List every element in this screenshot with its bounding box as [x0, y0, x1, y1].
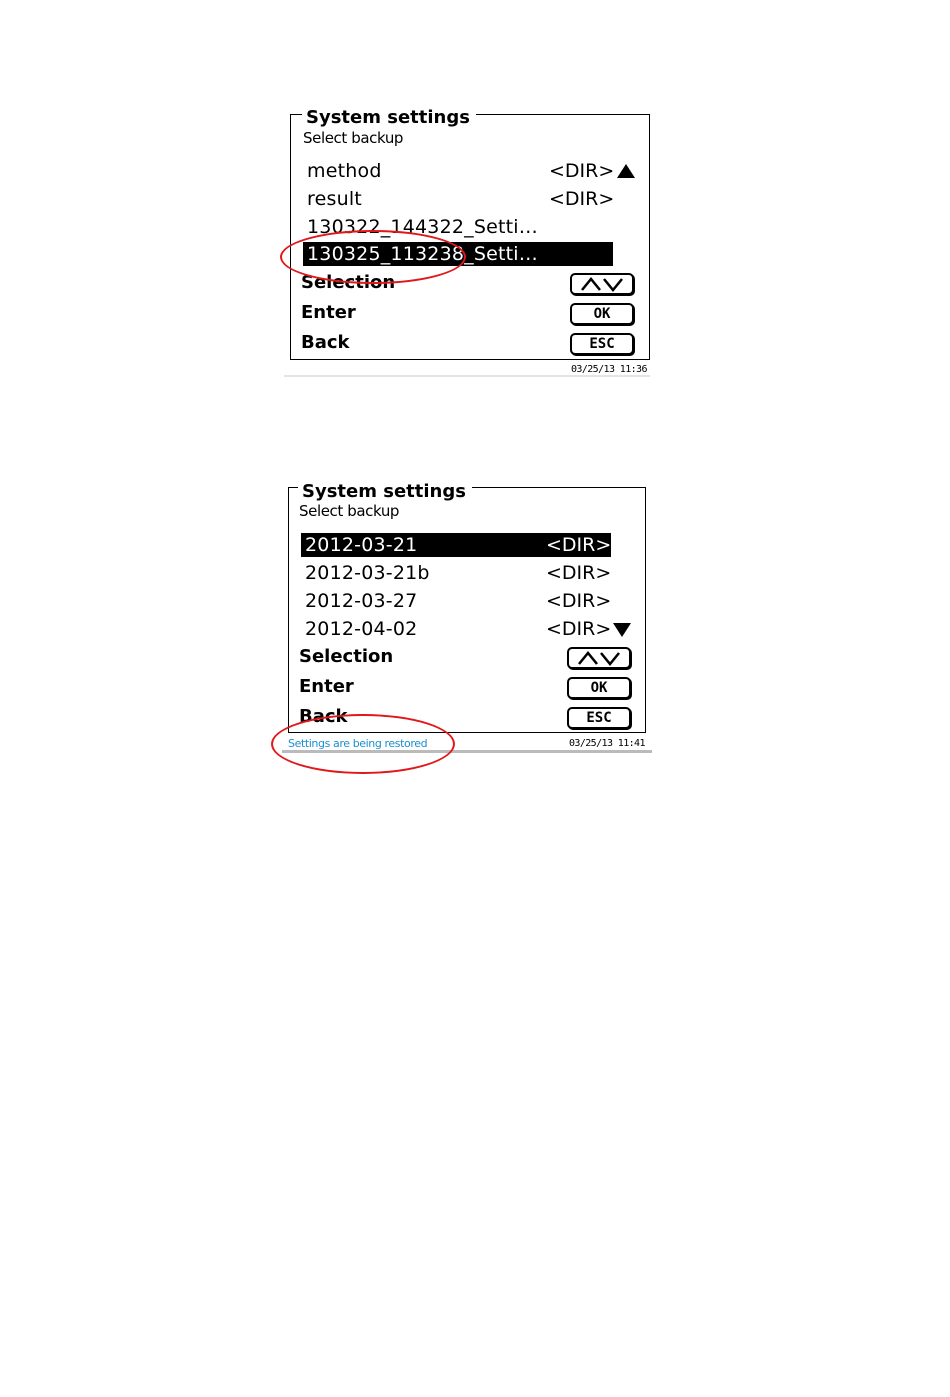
list-item-dir: <DIR>: [546, 590, 612, 612]
list-item-dir: <DIR>: [546, 562, 612, 584]
list-item-dir: <DIR>: [549, 160, 615, 182]
esc-key[interactable]: ESC: [567, 707, 631, 729]
list-item-name: 2012-04-02: [305, 618, 418, 640]
system-settings-screen-1: [284, 106, 650, 378]
dialog-subtitle: Select backup: [303, 129, 404, 147]
list-item[interactable]: [301, 561, 633, 585]
dialog-subtitle: Select backup: [299, 502, 400, 520]
list-item-name: 2012-03-27: [305, 590, 418, 612]
updown-key[interactable]: [567, 647, 631, 669]
enter-label: Enter: [301, 302, 356, 323]
status-timestamp: 03/25/13 11:36: [571, 364, 647, 375]
list-item-dir: <DIR>: [549, 188, 615, 210]
up-down-chevron-icon: [574, 650, 624, 666]
selection-label: Selection: [301, 272, 396, 293]
esc-key[interactable]: ESC: [570, 333, 634, 355]
list-item[interactable]: [301, 617, 633, 641]
system-settings-screen-2: [282, 480, 652, 756]
dialog-title: System settings: [302, 108, 476, 128]
list-item-name: 2012-03-21b: [305, 562, 430, 584]
list-item-selected[interactable]: [301, 533, 611, 557]
updown-key[interactable]: [570, 273, 634, 295]
status-message: Settings are being restored: [288, 737, 428, 750]
list-item-name: 130325_113238_Setti…: [307, 243, 538, 265]
list-item[interactable]: [301, 589, 633, 613]
list-item[interactable]: [303, 159, 635, 183]
up-down-chevron-icon: [577, 276, 627, 292]
list-item-name: result: [307, 188, 362, 210]
selection-label: Selection: [299, 646, 394, 667]
dialog-title: System settings: [298, 482, 472, 502]
ok-key[interactable]: OK: [570, 303, 634, 325]
list-item-name: 2012-03-21: [305, 534, 418, 556]
annotation-ellipse: [280, 230, 466, 284]
annotation-ellipse: [271, 714, 455, 774]
status-timestamp: 03/25/13 11:41: [569, 738, 645, 749]
list-item[interactable]: [303, 187, 635, 211]
list-item-name: method: [307, 160, 382, 182]
list-item-name: 130322_144322_Setti…: [307, 216, 538, 238]
list-item-dir: <DIR>: [546, 618, 612, 640]
scroll-up-icon[interactable]: [617, 164, 635, 178]
scroll-down-icon[interactable]: [613, 623, 631, 637]
back-label: Back: [299, 706, 348, 727]
status-bar: [284, 375, 650, 377]
back-label: Back: [301, 332, 350, 353]
ok-key[interactable]: OK: [567, 677, 631, 699]
list-item-dir: <DIR>: [546, 534, 612, 556]
enter-label: Enter: [299, 676, 354, 697]
